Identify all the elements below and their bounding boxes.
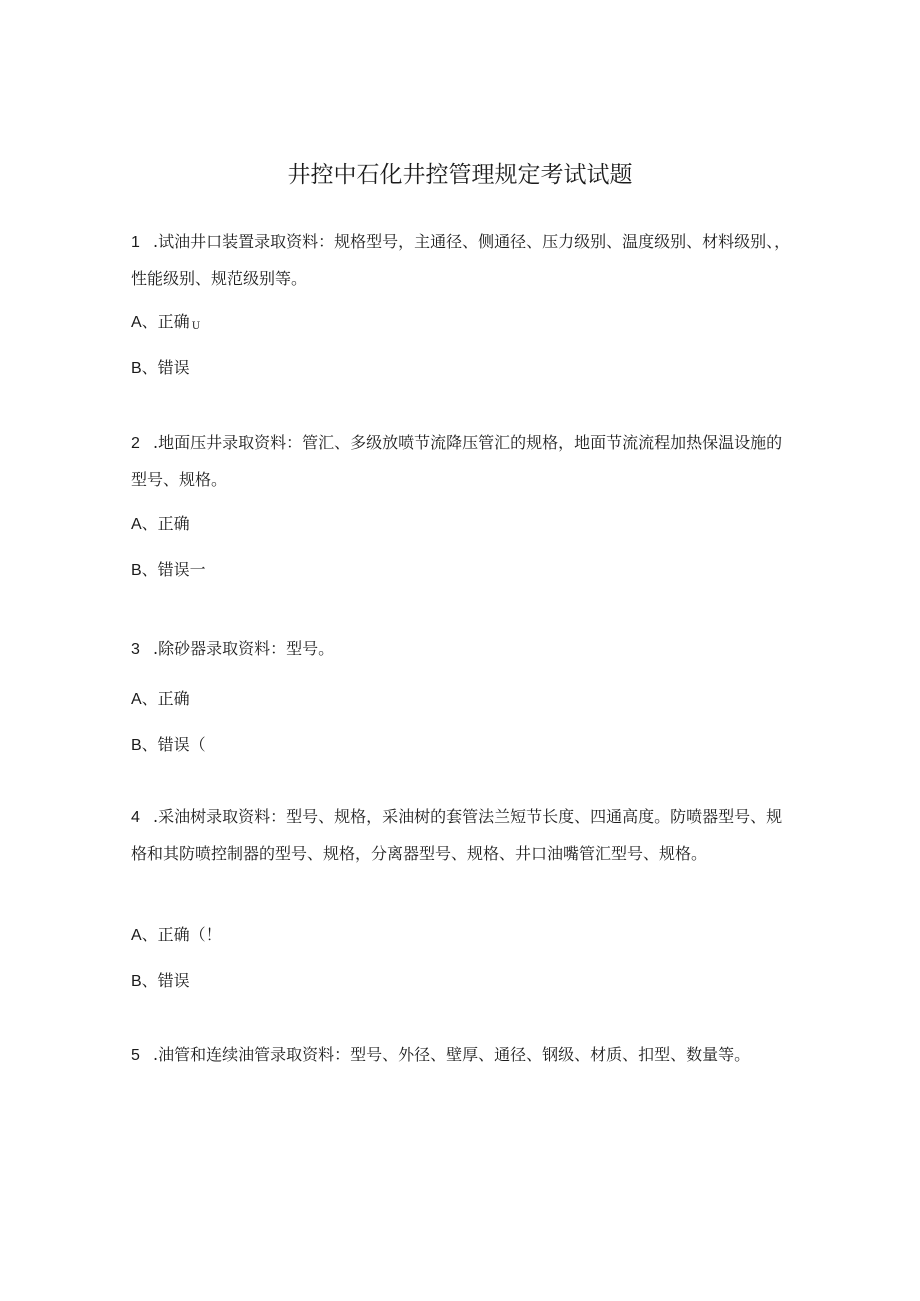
question-text: .采油树录取资料：型号、规格，采油树的套管法兰短节长度、四通高度。防喷器型号、规格和其防喷控制器的型号、规格，分离器型号、规格、井口油嘴管汇型号、规格。 [131,807,783,863]
question-5 [131,1037,791,1074]
question-2-option-b [131,558,206,583]
question-number: 3 [131,641,140,658]
option-text: 、正确（！ [141,925,222,944]
option-text: 、错误（ [141,735,206,754]
question-1-option-b [131,356,190,381]
question-4-option-b [131,969,190,994]
question-2-option-a [131,512,190,537]
question-3-option-a [131,687,190,712]
option-letter: B [131,973,142,990]
question-2 [131,425,791,498]
option-letter: A [131,691,142,708]
question-text: .地面压井录取资料：管汇、多级放喷节流降压管汇的规格，地面节流流程加热保温设施的型号、规格。 [131,433,783,489]
option-letter: B [131,562,142,579]
question-text: .油管和连续油管录取资料：型号、外径、壁厚、通径、钢级、材质、扣型、数量等。 [153,1045,751,1064]
option-mark: U [191,321,201,332]
option-text: 、错误 [141,971,190,990]
question-4 [131,799,791,872]
option-text: 、正确 [141,514,190,533]
question-number: 1 [131,234,140,251]
question-text: .除砂器录取资料：型号。 [153,639,335,658]
option-text: 、正确 [141,689,190,708]
option-letter: B [131,737,142,754]
option-letter: A [131,516,142,533]
question-text: .试油井口装置录取资料：规格型号，主通径、侧通径、压力级别、温度级别、材料级别、，性能级别、规范级别等。 [131,232,791,288]
option-text: 、正确 [141,312,190,331]
question-number: 2 [131,435,140,452]
option-text: 、错误 [141,358,190,377]
page-title: 井控中石化井控管理规定考试试题 [287,162,633,188]
question-1 [131,224,791,297]
question-4-option-a [131,923,222,948]
question-number: 4 [131,809,140,826]
question-3-option-b [131,733,206,758]
question-number: 5 [131,1047,140,1064]
option-text: 、错误一 [141,560,206,579]
option-letter: B [131,360,142,377]
option-letter: A [131,314,142,331]
option-letter: A [131,927,142,944]
question-1-option-a [131,310,200,339]
question-3 [131,631,791,668]
